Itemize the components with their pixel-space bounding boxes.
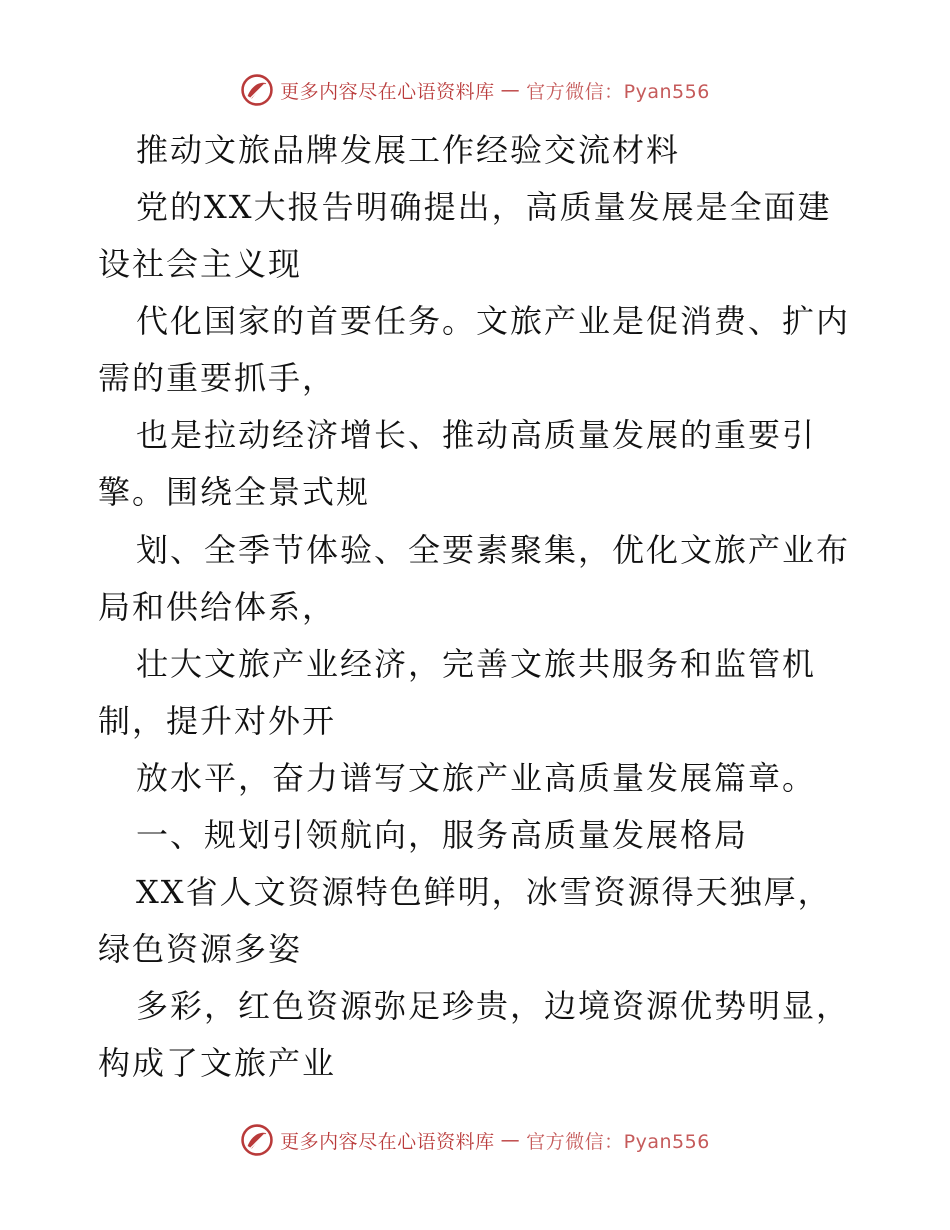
document-line: 也是拉动经济增长、推动高质量发展的重要引: [136, 416, 817, 454]
document-line: XX省人文资源特色鲜明，冰雪资源得天独厚，: [136, 873, 832, 911]
footer-banner: [0, 1120, 950, 1160]
document-line: 多彩，红色资源弥足珍贵，边境资源优势明显，: [136, 987, 851, 1025]
logo-icon: [240, 73, 274, 107]
section-heading: 一、规划引领航向，服务高质量发展格局: [136, 816, 749, 854]
banner-dash: —: [500, 79, 521, 101]
document-line: 绿色资源多姿: [98, 930, 303, 968]
document-line: 代化国家的首要任务。文旅产业是促消费、扩内: [136, 302, 851, 340]
document-line: 划、全季节体验、全要素聚集，优化文旅产业布: [136, 531, 851, 569]
banner-dash: —: [500, 1129, 521, 1151]
banner-wechat: 官方微信：Pyan556: [526, 1130, 710, 1153]
document-line: 壮大文旅产业经济，完善文旅共服务和监管机: [136, 645, 817, 683]
document-title: 推动文旅品牌发展工作经验交流材料: [136, 131, 681, 169]
document-line: 设社会主义现: [98, 245, 303, 283]
document-line: 需的重要抓手，: [98, 359, 337, 397]
document-line: 擎。围绕全景式规: [98, 473, 371, 511]
document-line: 党的XX大报告明确提出，高质量发展是全面建: [136, 188, 832, 226]
logo-icon: [240, 1123, 274, 1157]
banner-text: 更多内容尽在心语资料库: [280, 80, 495, 103]
banner-text: 更多内容尽在心语资料库: [280, 1130, 495, 1153]
banner-wechat: 官方微信：Pyan556: [526, 80, 710, 103]
header-banner: [0, 70, 950, 110]
document-line: 局和供给体系，: [98, 588, 337, 626]
document-line: 构成了文旅产业: [98, 1044, 337, 1082]
document-line: 制，提升对外开: [98, 702, 337, 740]
document-line: 放水平，奋力谱写文旅产业高质量发展篇章。: [136, 759, 817, 797]
